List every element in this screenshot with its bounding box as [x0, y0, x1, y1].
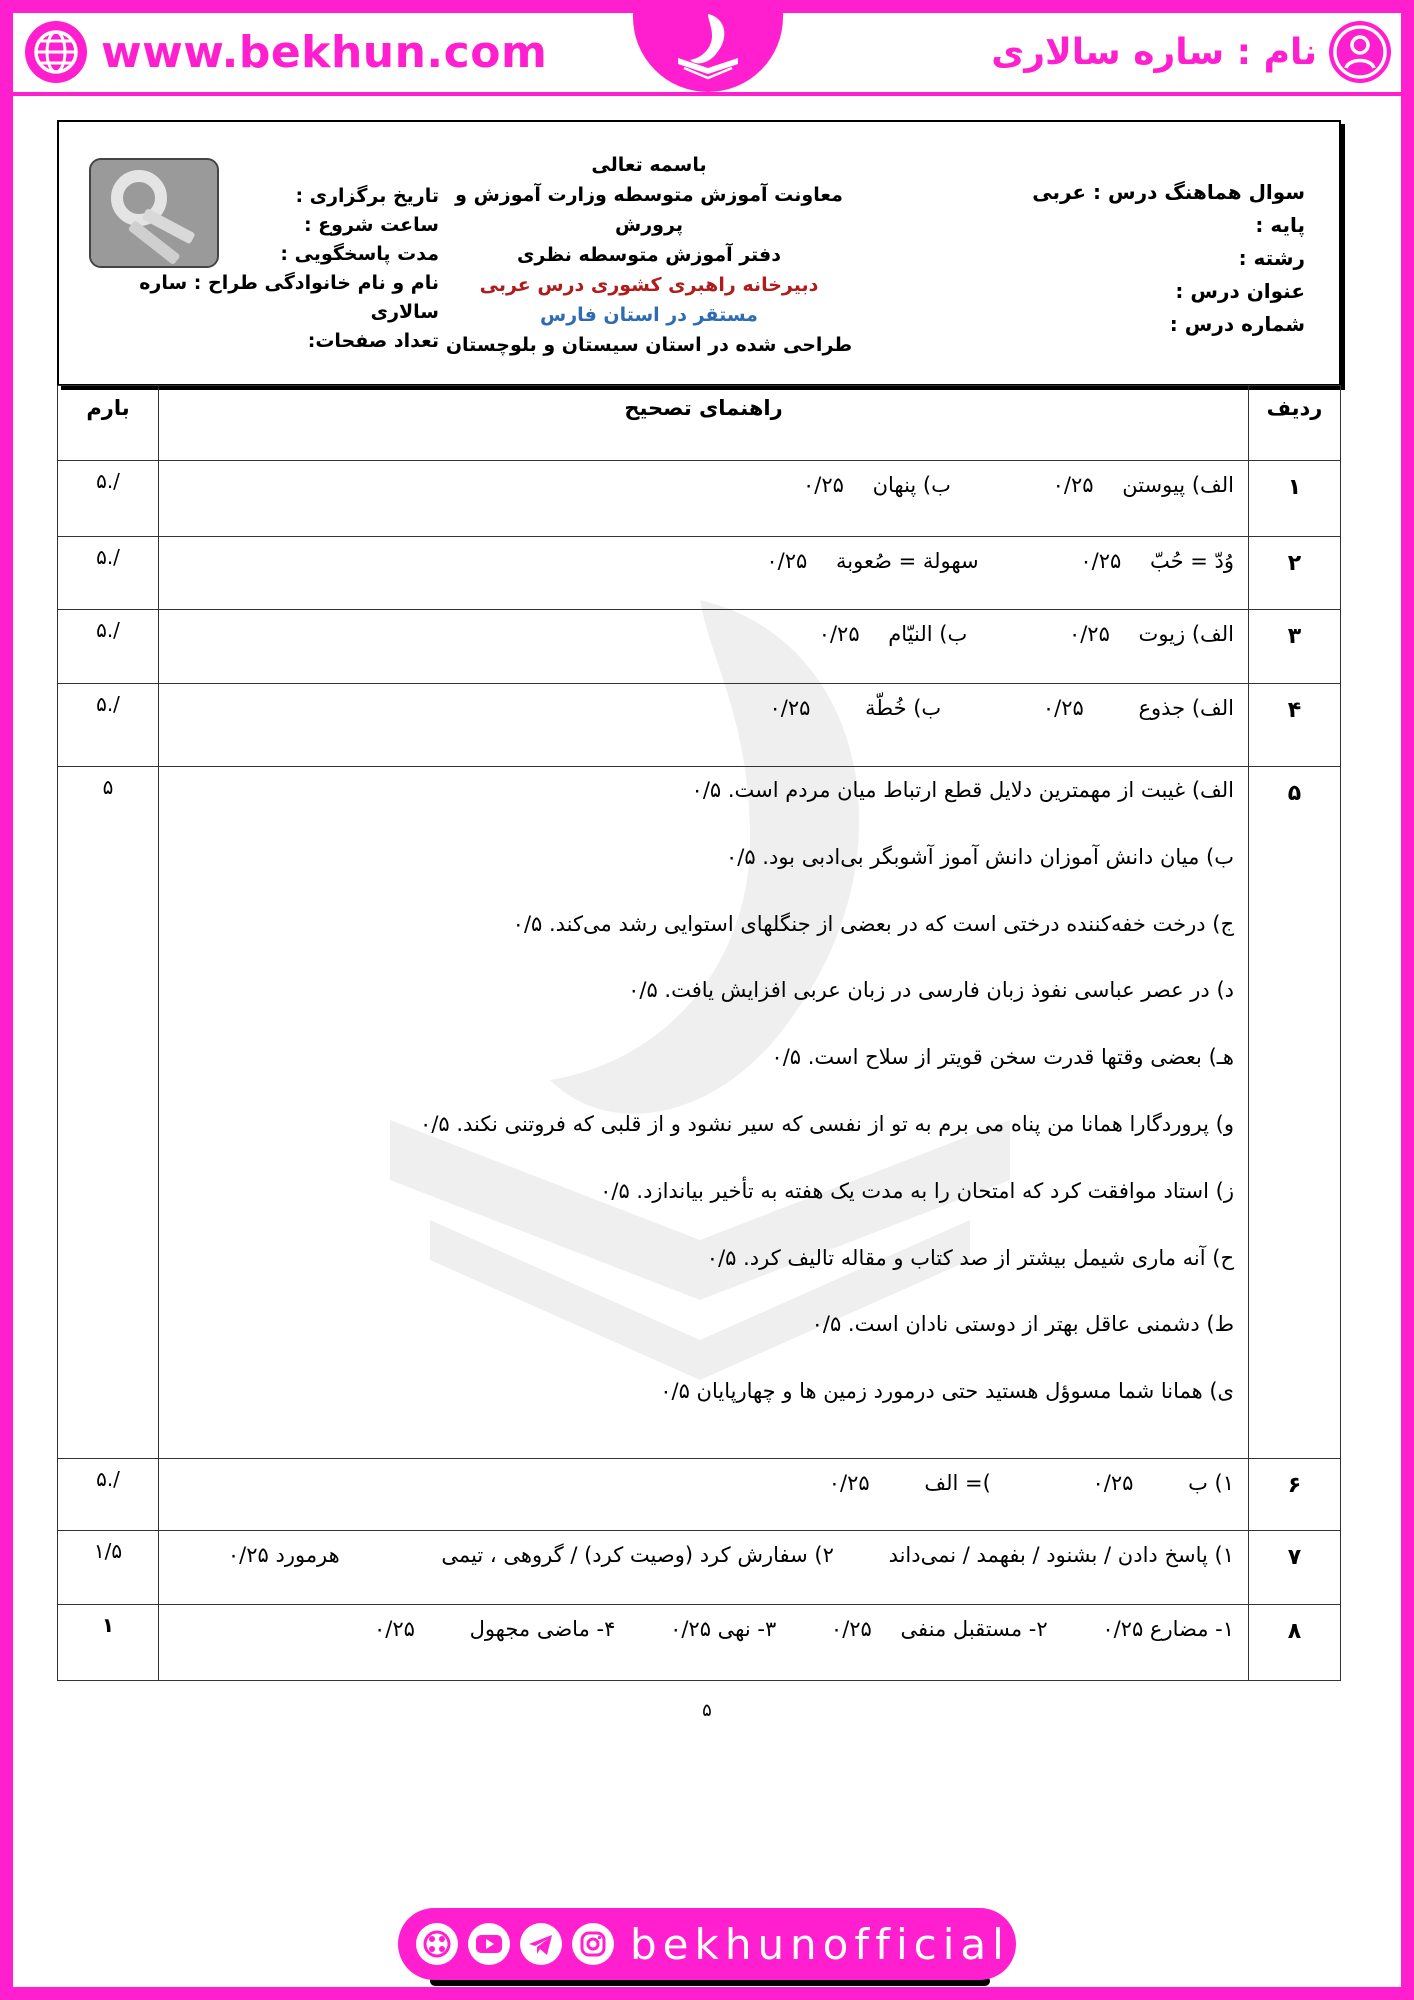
row-answer	[159, 1531, 1249, 1605]
social-handle[interactable]: bekhunofficial	[630, 1919, 1010, 1969]
secretariat-line: دبیرخانه راهبری کشوری درس عربی	[479, 274, 819, 296]
translation-line: و) پروردگارا همانا من پناه می برم به تو از نفسی که سیر نشود و از قلبی که فروتنی نکند. ۰/۵	[420, 1111, 1234, 1136]
table-row	[58, 684, 1341, 767]
translation-line: ح) آنه ماری شیمل بیشتر از صد کتاب و مقاله تالیف کرد. ۰/۵	[706, 1245, 1234, 1270]
answer-key-table	[57, 385, 1341, 1681]
website-block[interactable]	[25, 23, 547, 81]
table-row	[58, 1459, 1341, 1531]
designed-line: طراحی شده در استان سیستان و بلوچستان	[445, 334, 853, 356]
header-row-number: ردیف	[1249, 386, 1341, 461]
exam-header-box	[57, 120, 1341, 386]
answer-part: ب) النیّام	[888, 622, 968, 646]
answer-part: ۰/۲۵	[830, 1617, 872, 1641]
table-header-row	[58, 386, 1341, 461]
answer-part: ۰/۲۵	[1068, 622, 1110, 646]
telegram-icon[interactable]	[520, 1923, 562, 1965]
organization-info	[419, 150, 879, 360]
translation-line: ج) درخت خفه‌کننده درختی است که در بعضی از جنگلهای استوایی رشد می‌کند. ۰/۵	[512, 911, 1234, 936]
brand-logo	[633, 0, 783, 92]
page-count-line: تعداد صفحات:	[307, 330, 439, 352]
row-number: ۴	[1249, 684, 1341, 767]
row-score: ۱	[58, 1605, 159, 1681]
answer-part: ۴- ماضی مجهول	[469, 1617, 616, 1641]
translation-line: الف) غیبت از مهمترین دلایل قطع ارتباط میان مردم است. ۰/۵	[691, 778, 1234, 802]
row-answer	[159, 461, 1249, 537]
translation-line: ز) استاد موافقت کرد که امتحان را به مدت یک هفته به تأخیر بیاندازد. ۰/۵	[600, 1178, 1234, 1203]
row-answer	[159, 610, 1249, 684]
table-row	[58, 1605, 1341, 1681]
answer-part: ۰/۲۵	[373, 1617, 415, 1641]
row-answer	[159, 1459, 1249, 1531]
instagram-icon[interactable]	[572, 1923, 614, 1965]
answer-part: ۰/۲۵	[828, 1471, 870, 1495]
answer-part: ۲) سفارش کرد (وصیت کرد) / گروهی ، تیمی	[441, 1543, 834, 1567]
translation-line: ط) دشمنی عاقل بهتر از دوستی نادان است. ۰/۵	[811, 1312, 1234, 1337]
globe-icon	[25, 21, 87, 83]
course-line: سوال هماهنگ درس : عربی	[1032, 180, 1305, 204]
answer-part: ۱) ب	[1188, 1471, 1234, 1495]
row-answer	[159, 537, 1249, 610]
start-time-line: ساعت شروع :	[303, 214, 439, 236]
row-score: ۱/۵	[58, 1531, 159, 1605]
aparat-icon[interactable]	[416, 1923, 458, 1965]
table-row	[58, 610, 1341, 684]
answer-part: ب) پنهان	[872, 473, 951, 497]
table-row	[58, 461, 1341, 537]
exam-date-line: تاریخ برگزاری :	[295, 185, 439, 207]
province-line: مستقر در استان فارس	[540, 304, 758, 326]
translation-line: هـ) بعضی وقتها قدرت سخن قویتر از سلاح است. ۰/۵	[771, 1045, 1234, 1070]
row-number: ۱	[1249, 461, 1341, 537]
answer-part: ۰/۲۵	[1092, 1471, 1134, 1495]
answer-part: ۰/۲۵	[1052, 473, 1094, 497]
answer-part: ب) خُطّة	[865, 696, 942, 720]
answer-part: ۱- مضارع ۰/۲۵	[1102, 1617, 1234, 1641]
row-number: ۶	[1249, 1459, 1341, 1531]
answer-part: الف) زیوت	[1138, 622, 1234, 646]
field-line: رشته :	[1238, 246, 1305, 270]
course-title-line: عنوان درس :	[1175, 279, 1305, 303]
author-name-block	[991, 21, 1391, 83]
top-header	[13, 13, 1401, 93]
row-score: /.۵	[58, 684, 159, 767]
office-line: دفتر آموزش متوسطه نظری	[517, 244, 781, 266]
translation-line: ی) همانا شما مسوؤل هستید حتی درمورد زمین ها و چهارپایان ۰/۵	[660, 1379, 1234, 1404]
header-guide: راهنمای تصحیح	[159, 386, 1249, 461]
row-answer	[159, 684, 1249, 767]
answer-part: ۰/۲۵	[766, 549, 808, 573]
answer-part: ۳- نهی ۰/۲۵	[670, 1617, 777, 1641]
row-score: /.۵	[58, 537, 159, 610]
social-footer	[398, 1908, 1016, 1980]
course-info	[1032, 176, 1305, 341]
row-score: /.۵	[58, 1459, 159, 1531]
row-score: ۵	[58, 767, 159, 1459]
ministry-line: معاونت آموزش متوسطه وزارت آموزش و پرورش	[455, 184, 843, 236]
keys-icon	[89, 158, 219, 268]
grade-line: پایه :	[1255, 213, 1305, 237]
row-score: /.۵	[58, 461, 159, 537]
designer-line: نام و نام خانوادگی طراح : ساره سالاری	[139, 272, 439, 323]
table-row	[58, 537, 1341, 610]
row-number: ۷	[1249, 1531, 1341, 1605]
user-icon	[1329, 21, 1391, 83]
youtube-icon[interactable]	[468, 1923, 510, 1965]
answer-part: وُدّ = حُبّ	[1149, 549, 1234, 573]
translation-line: ب) میان دانش آموزان دانش آموز آشوبگر بی‌ادبی بود. ۰/۵	[725, 844, 1234, 869]
author-name: نام : ساره سالاری	[991, 31, 1317, 73]
row-score: /.۵	[58, 610, 159, 684]
answer-part: ۰/۲۵	[818, 622, 860, 646]
row-answer	[159, 1605, 1249, 1681]
page-number: ۵	[702, 1700, 712, 1721]
website-link[interactable]: www.bekhun.com	[101, 26, 548, 78]
answer-part: )= الف	[924, 1471, 991, 1495]
answer-part: الف) پیوستن	[1122, 473, 1234, 497]
translation-line: د) در عصر عباسی نفوذ زبان فارسی در زبان عربی افزایش یافت. ۰/۵	[628, 978, 1234, 1003]
answer-part: ۰/۲۵	[1042, 696, 1084, 720]
answer-part: ۱) پاسخ دادن / بشنود / بفهمد / نمی‌داند	[888, 1543, 1234, 1567]
header-score: بارم	[58, 386, 159, 461]
answer-part: ۰/۲۵	[802, 473, 844, 497]
bismillah-line: باسمه تعالی	[591, 154, 707, 176]
table-row	[58, 767, 1341, 1459]
table-row	[58, 1531, 1341, 1605]
row-number: ۵	[1249, 767, 1341, 1459]
course-number-line: شماره درس :	[1169, 312, 1305, 336]
answer-part: سهولة = صُعوبة	[836, 549, 979, 573]
duration-line: مدت پاسخگویی :	[280, 243, 439, 265]
row-number: ۳	[1249, 610, 1341, 684]
row-number: ۸	[1249, 1605, 1341, 1681]
answer-part: ۰/۲۵	[769, 696, 811, 720]
row-number: ۲	[1249, 537, 1341, 610]
row-answer	[159, 767, 1249, 1459]
answer-part: ۰/۲۵	[1080, 549, 1122, 573]
answer-part: ۲- مستقبل منفی	[900, 1617, 1048, 1641]
answer-part: هرمورد ۰/۲۵	[227, 1543, 340, 1567]
answer-part: الف) جذوع	[1138, 696, 1234, 720]
